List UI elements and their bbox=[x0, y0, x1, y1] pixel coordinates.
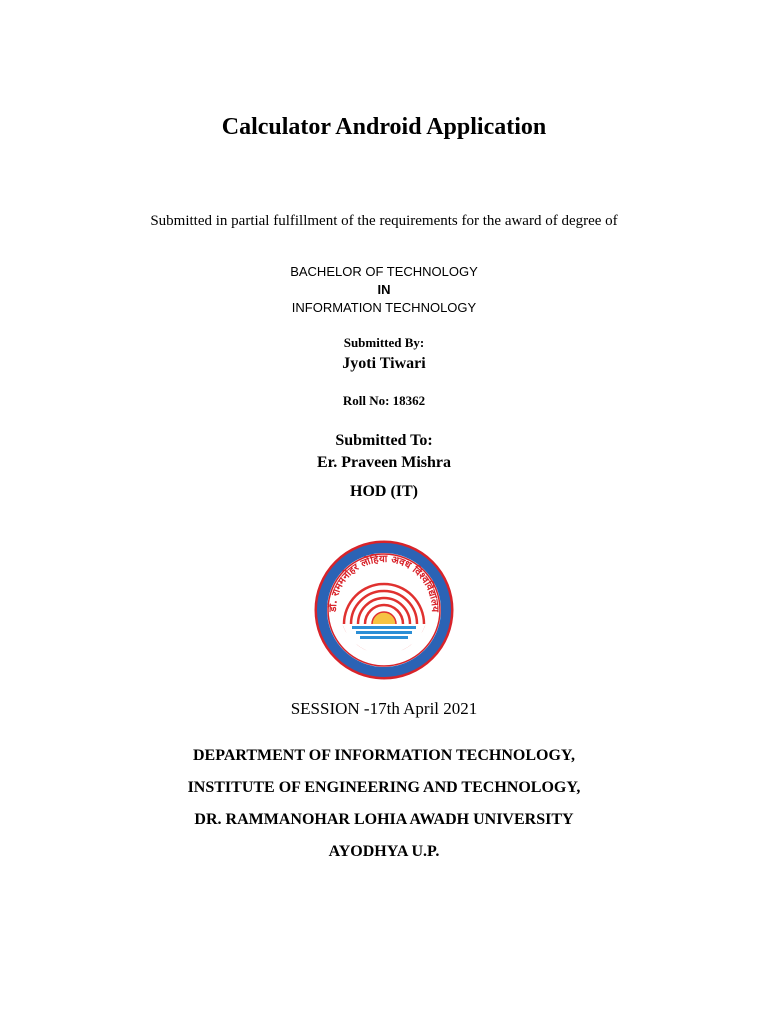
address-institute: INSTITUTE OF ENGINEERING AND TECHNOLOGY, bbox=[187, 779, 581, 796]
university-logo-seal bbox=[314, 540, 454, 680]
submission-statement: Submitted in partial fulfillment of the requirements for the award of degree of bbox=[150, 213, 618, 229]
submitted-to-label: Submitted To: bbox=[335, 432, 433, 449]
supervisor-designation: HOD (IT) bbox=[350, 483, 418, 500]
address-city: AYODHYA U.P. bbox=[328, 843, 440, 860]
student-name: Jyoti Tiwari bbox=[342, 355, 426, 372]
address-university: DR. RAMMANOHAR LOHIA AWADH UNIVERSITY bbox=[194, 811, 574, 828]
submitted-by-label: Submitted By: bbox=[343, 335, 425, 350]
degree-line-2: IN bbox=[377, 282, 391, 297]
degree-line-3: INFORMATION TECHNOLOGY bbox=[291, 300, 477, 315]
degree-line-1: BACHELOR OF TECHNOLOGY bbox=[290, 264, 478, 279]
address-department: DEPARTMENT OF INFORMATION TECHNOLOGY, bbox=[193, 747, 575, 764]
roll-number: Roll No: 18362 bbox=[342, 393, 426, 408]
session-date: SESSION -17th April 2021 bbox=[290, 699, 478, 718]
supervisor-name: Er. Praveen Mishra bbox=[316, 454, 452, 471]
logo-top-text: डॉ. राममनोहर लोहिया अवध विश्वविद्यालय bbox=[327, 553, 441, 613]
document-title: Calculator Android Application bbox=[221, 114, 547, 140]
